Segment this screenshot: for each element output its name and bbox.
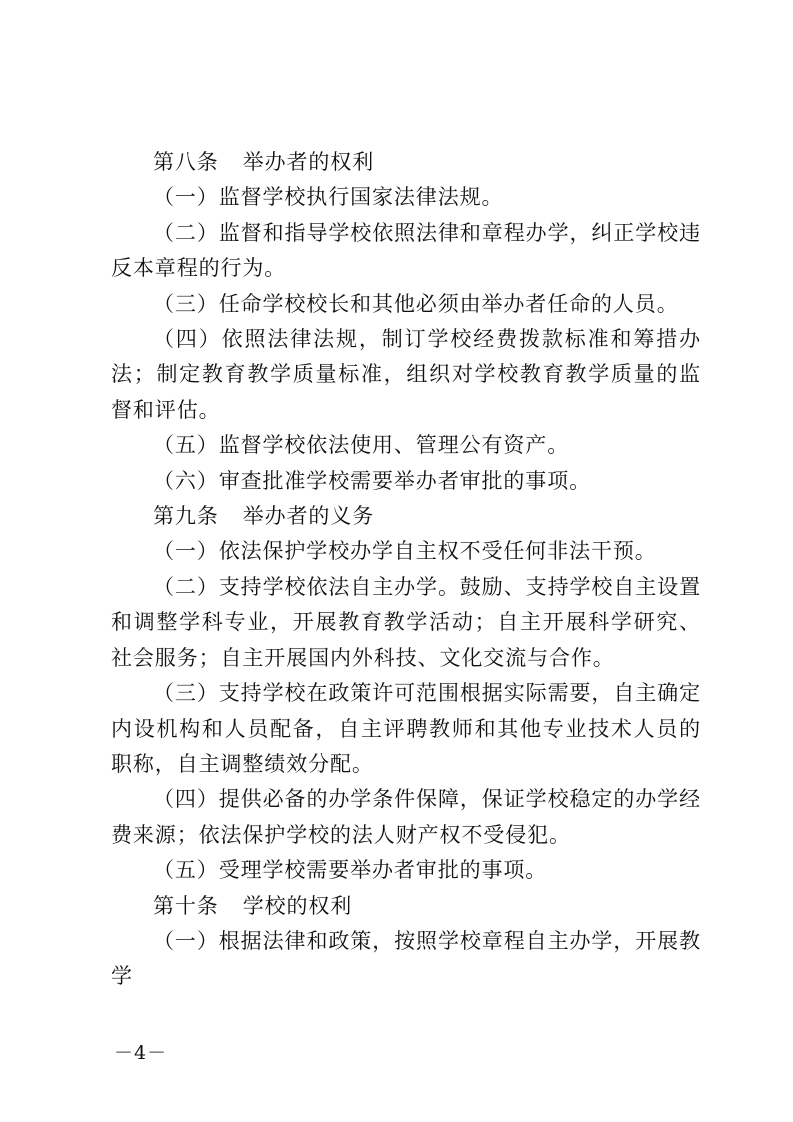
clause-paragraph: （五）受理学校需要举办者审批的事项。: [153, 858, 548, 883]
page-number: －4－: [114, 1042, 168, 1064]
article-title: 举办者的义务: [242, 504, 375, 529]
document-body: [111, 145, 701, 995]
clause-paragraph: （一）依法保护学校办学自主权不受任何非法干预。: [153, 539, 657, 564]
clause-paragraph: （三）任命学校校长和其他必须由举办者任命的人员。: [153, 291, 679, 316]
clause-paragraph: （六）审查批准学校需要举办者审批的事项。: [153, 468, 591, 493]
article-heading: [111, 145, 701, 180]
article-title: 学校的权利: [242, 893, 353, 918]
clause-paragraph: （一）监督学校执行国家法律法规。: [153, 185, 504, 210]
article-number: 第十条: [153, 893, 219, 918]
clause-paragraph: （二）监督和指导学校依照法律和章程办学，纠正学校违反本章程的行为。: [111, 220, 701, 281]
clause-paragraph: （一）根据法律和政策，按照学校章程自主办学，开展教学: [111, 928, 701, 989]
clause-paragraph: （五）监督学校依法使用、管理公有资产。: [153, 433, 570, 458]
article-heading: [111, 889, 701, 924]
article-heading: [111, 499, 701, 534]
clause-paragraph: （三）支持学校在政策许可范围根据实际需要，自主确定内设机构和人员配备，自主评聘教师和其他专业技术人员的职称，自主调整绩效分配。: [111, 681, 701, 776]
clause-paragraph: （二）支持学校依法自主办学。鼓励、支持学校自主设置和调整学科专业，开展教育教学活动；自主开展科学研究、社会服务；自主开展国内外科技、文化交流与合作。: [111, 574, 701, 670]
article-number: 第九条: [153, 504, 219, 529]
clause-paragraph: （四）依照法律法规，制订学校经费拨款标准和筹措办法；制定教育教学质量标准，组织对学校教育教学质量的监督和评估。: [111, 327, 701, 422]
article-title: 举办者的权利: [242, 150, 375, 174]
article-number: 第八条: [153, 150, 219, 174]
clause-paragraph: （四）提供必备的办学条件保障，保证学校稳定的办学经费来源；依法保护学校的法人财产权不受侵犯。: [111, 787, 701, 847]
